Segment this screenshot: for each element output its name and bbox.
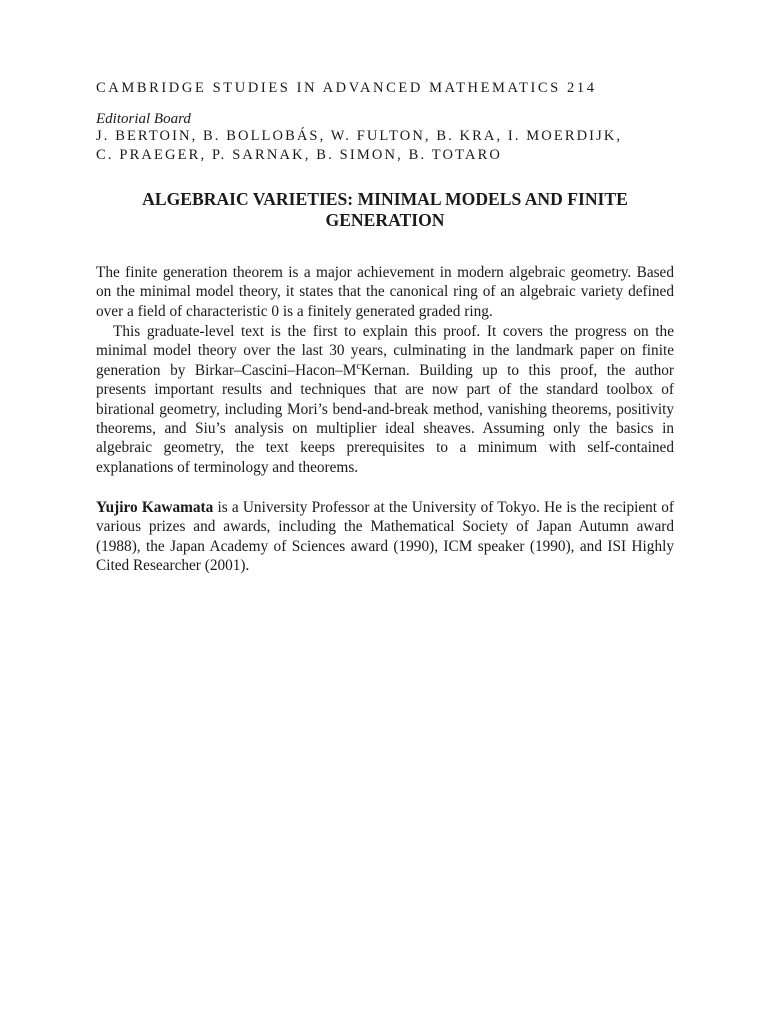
author-bio-text [96,498,674,576]
author-bio-body: is a University Professor at the University of Tokyo. He is the recipient of various prizes and awards, including the Mathematical Society of Japan Autumn award (1988), the Japan Academy of Sciences award (1990), ICM speaker (1990), and ISI Highly Cited Researcher (2001). [96,499,674,575]
editorial-board-members-line-2: C. PRAEGER, P. SARNAK, B. SIMON, B. TOTARO [96,147,503,163]
author-name: Yujiro Kawamata [96,499,214,516]
author-bio-paragraph [96,498,674,576]
description-paragraph-2 [96,322,674,477]
editorial-board-label: Editorial Board [96,111,191,127]
description-paragraph-1-text: The finite generation theorem is a major achievement in modern algebraic geometry. Based on the minimal model theory, it states that the canonical ring of an algebraic variety defined over a field of characteristic 0 is a finitely generated graded ring. [96,264,674,320]
description-paragraph-1 [96,263,674,321]
book-title: ALGEBRAIC VARIETIES: MINIMAL MODELS AND FINITE GENERATION [142,189,628,230]
series-title: CAMBRIDGE STUDIES IN ADVANCED MATHEMATICS 214 [96,80,597,96]
editorial-board-members-line-1: J. BERTOIN, B. BOLLOBÁS, W. FULTON, B. KRA, I. MOERDIJK, [96,128,623,144]
paragraph-2-superscript: c [356,360,361,372]
description-paragraph-2-text [96,322,674,477]
paragraph-2-text-before: This graduate-level text is the first to explain this proof. It covers the progress on the minimal model theory over the last 30 years, culminating in the landmark paper on finite generation by Birkar–Cascini–Hacon–M [96,323,674,379]
paragraph-2-text-after: Kernan. Building up to this proof, the author presents important results and techniques that are now part of the standard toolbox of birational geometry, including Mori’s bend-and-break method, vanishing theorems, positivity theorems, and Siu’s analysis on multiplier ideal sheaves. Assuming only the basics in algebraic geometry, the text keeps prerequisites to a minimum with self-contained explanations of terminology and theorems. [96,361,675,476]
